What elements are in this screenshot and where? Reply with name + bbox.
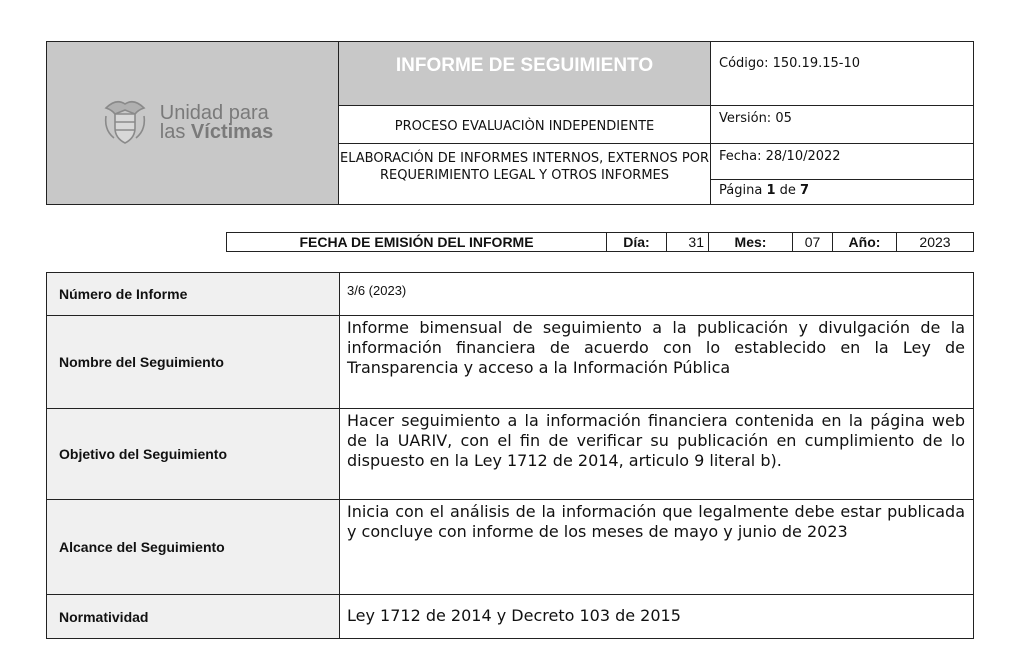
report-number-label: Número de Informe (47, 273, 340, 315)
year-label: Año: (833, 233, 897, 251)
month-label: Mes: (709, 233, 793, 251)
regulations-label: Normatividad (47, 595, 340, 638)
logo-line1: Unidad para (159, 102, 269, 124)
document-date: Fecha: 28/10/2022 (711, 144, 973, 180)
day-value: 31 (667, 233, 709, 251)
objective-value: Hacer seguimiento a la información financiera contenida en la página web de la UARIV, con el fin de verificar su publicación en cumplimiento de lo dispuesto en la Ley 1712 de 2014, articulo 9 literal b). (347, 411, 965, 470)
year-value: 2023 (919, 234, 951, 250)
logo-cell (47, 42, 339, 204)
process-name: PROCESO EVALUACIÒN INDEPENDIENTE (339, 106, 710, 144)
table-row (47, 316, 973, 409)
table-row (47, 409, 973, 500)
logo-line2: las Víctimas (159, 121, 274, 143)
logo (98, 94, 273, 152)
header-metadata (711, 42, 973, 204)
report-details-table (46, 272, 974, 639)
report-number-value: 3/6 (2023) (347, 283, 407, 298)
document-version: Versión: 05 (711, 106, 973, 144)
follow-up-name-label: Nombre del Seguimiento (47, 316, 340, 408)
table-row (47, 273, 973, 316)
coat-of-arms-icon (98, 94, 152, 152)
follow-up-name-value: Informe bimensual de seguimiento a la publicación y divulgación de la información financiera de acuerdo con lo establecido en la Ley de Transparencia y acceso a la Información Pública (347, 318, 965, 377)
day-label: Día: (607, 233, 667, 251)
page-number: Página 1 de 7 (719, 183, 810, 198)
emission-date-row (226, 232, 974, 252)
document-header (46, 41, 974, 205)
regulations-value: Ley 1712 de 2014 y Decreto 103 de 2015 (347, 605, 681, 625)
scope-label: Alcance del Seguimiento (47, 500, 340, 594)
header-middle (339, 42, 711, 204)
document-code: Código: 150.19.15-10 (711, 42, 973, 106)
elaboration-type: ELABORACIÓN DE INFORMES INTERNOS, EXTERNOS POR REQUERIMIENTO LEGAL Y OTROS INFORMES (340, 151, 709, 183)
objective-label: Objetivo del Seguimiento (47, 409, 340, 499)
table-row (47, 500, 973, 595)
table-row (47, 595, 973, 639)
month-value: 07 (793, 233, 833, 251)
scope-value: Inicia con el análisis de la información que legalmente debe estar publicada y concluye con informe de los meses de mayo y junio de 2023 (347, 502, 965, 541)
document-title: INFORME DE SEGUIMIENTO (339, 42, 710, 106)
emission-date-title: FECHA DE EMISIÓN DEL INFORME (227, 233, 607, 251)
